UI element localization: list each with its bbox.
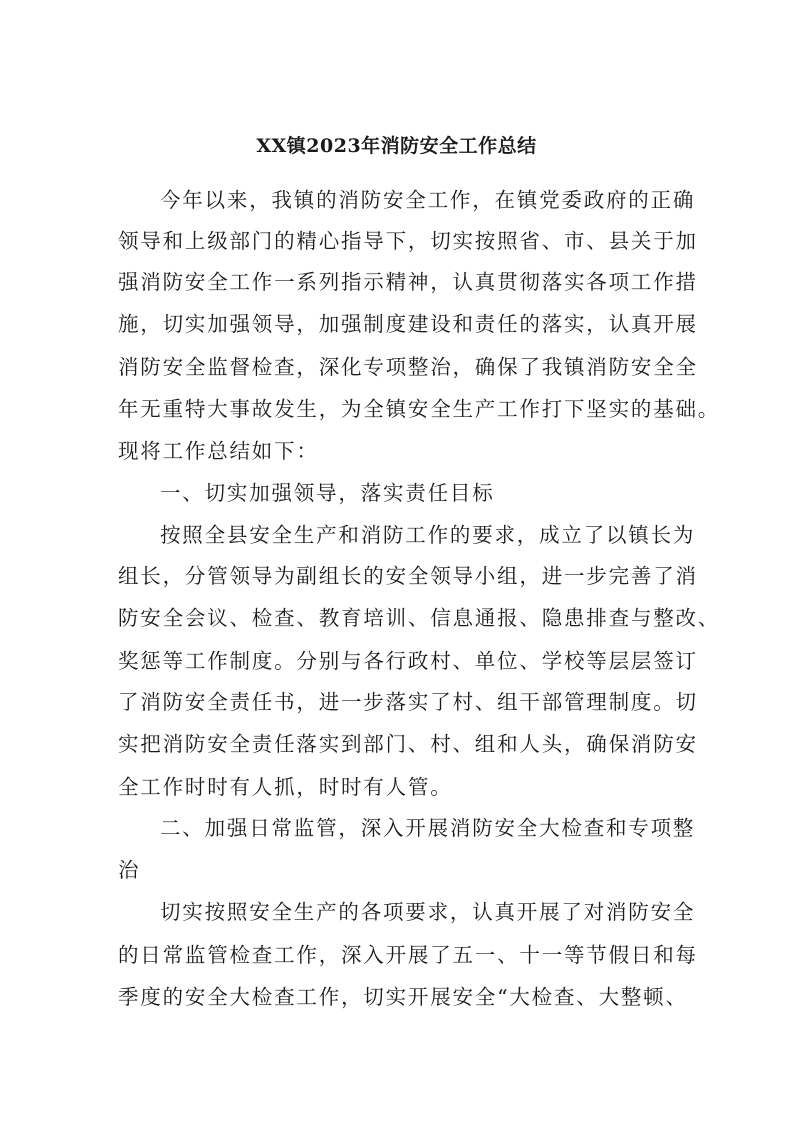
paragraph-line: 现将工作总结如下： [118, 439, 319, 463]
paragraph-line: 强消防安全工作一系列指示精神，认真贯彻落实各项工作措 [118, 270, 698, 294]
document-title: XX镇2023年消防安全工作总结 [256, 135, 537, 157]
section-heading-continuation: 治 [118, 858, 141, 882]
paragraph-line: 今年以来，我镇的消防安全工作，在镇党委政府的正确 [160, 188, 696, 212]
paragraph-line: 奖惩等工作制度。分别与各行政村、单位、学校等层层签订 [118, 649, 698, 673]
paragraph-line: 切实按照安全生产的各项要求，认真开展了对消防安全 [160, 900, 696, 924]
paragraph-line: 领导和上级部门的精心指导下，切实按照省、市、县关于加 [118, 229, 698, 253]
paragraph-line: 组长，分管领导为副组长的安全领导小组，进一步完善了消 [118, 564, 698, 588]
paragraph-line: 了消防安全责任书，进一步落实了村、组干部管理制度。切 [118, 690, 698, 714]
paragraph-line: 施，切实加强领导，加强制度建设和责任的落实，认真开展 [118, 312, 698, 336]
paragraph-line: 防安全会议、检查、教育培训、信息通报、隐患排查与整改、 [118, 606, 721, 630]
paragraph-line: 消防安全监督检查，深化专项整治，确保了我镇消防安全全 [118, 355, 698, 379]
paragraph-line: 季度的安全大检查工作，切实开展安全“大检查、大整顿、 [118, 985, 688, 1009]
paragraph-line: 全工作时时有人抓，时时有人管。 [118, 775, 453, 799]
paragraph-line: 按照全县安全生产和消防工作的要求，成立了以镇长为 [160, 523, 696, 547]
section-heading: 一、切实加强领导，落实责任目标 [160, 481, 495, 505]
paragraph-line: 实把消防安全责任落实到部门、村、组和人头，确保消防安 [118, 732, 698, 756]
paragraph-line: 年无重特大事故发生，为全镇安全生产工作打下坚实的基础。 [118, 397, 721, 421]
paragraph-line: 的日常监管检查工作，深入开展了五一、十一等节假日和每 [118, 943, 698, 967]
section-heading: 二、加强日常监管，深入开展消防安全大检查和专项整 [160, 816, 696, 840]
